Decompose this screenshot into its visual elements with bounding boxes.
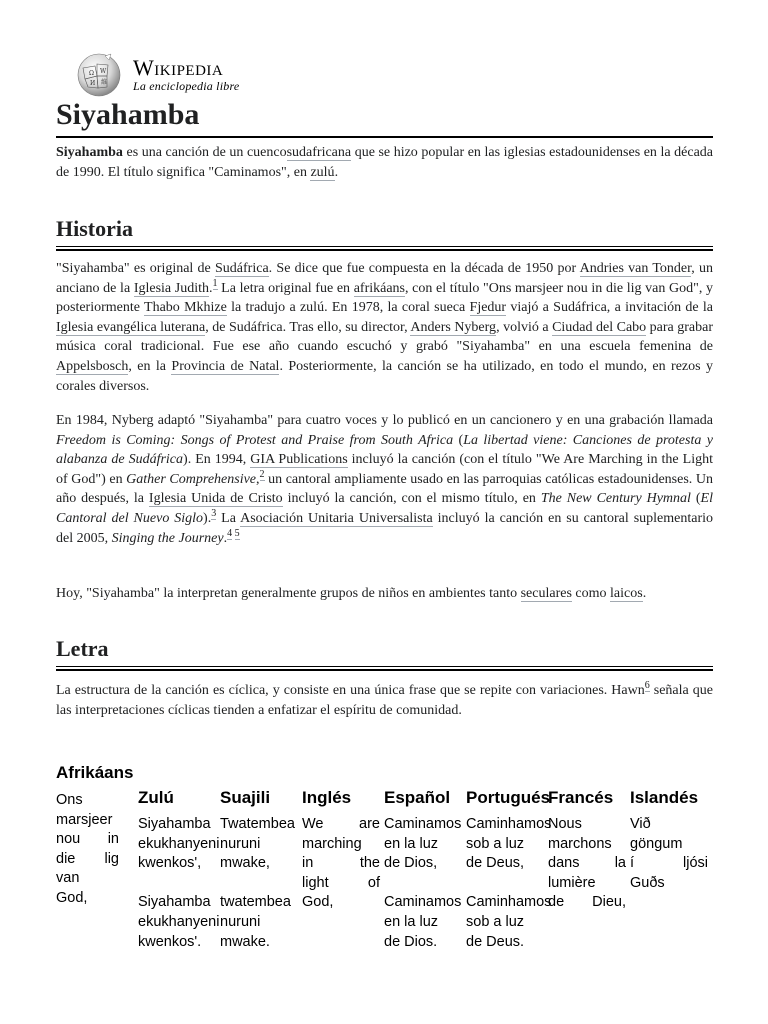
lyrics-word: lig — [104, 850, 119, 867]
wikipedia-logo[interactable] — [75, 52, 255, 98]
lyrics-word: die — [56, 850, 76, 867]
lyrics-word: the — [359, 855, 380, 872]
lyrics-line: sob a luz — [466, 913, 525, 930]
text: incluyó la canción (con el título "We Are Marching in the Light of God") en — [56, 452, 713, 487]
text: es una canción de un cuenco — [122, 145, 287, 160]
lyrics-word: de — [548, 894, 565, 911]
link-asociacion-unitaria-universalista[interactable]: Asociación Unitaria Universalista — [240, 510, 433, 526]
wikipedia-tagline: La enciclopedia libre — [133, 79, 240, 93]
page-title: Siyahamba — [56, 96, 713, 138]
lyrics-line: Siyahamba — [138, 894, 211, 911]
text: . — [642, 586, 647, 601]
lyrics-word: in — [302, 855, 314, 872]
lyrics-gap — [466, 874, 548, 894]
lyrics-column-6 — [548, 815, 630, 913]
lyrics-column-3 — [302, 815, 384, 913]
text: , — [256, 471, 260, 487]
italic-title: Freedom is Coming: Songs of Protest and Praise from South Africa — [56, 432, 454, 448]
link-sudafrica[interactable]: Sudáfrica — [215, 261, 269, 276]
text: La — [216, 510, 241, 526]
lyrics-header-7: Islandés — [630, 788, 699, 807]
text: , un anciano de la — [56, 261, 713, 296]
text: "Siyahamba" es original de — [56, 261, 216, 276]
reference-2[interactable]: 2 — [259, 469, 265, 481]
text: En 1984, Nyberg adaptó "Siyahamba" para cuatro voces y lo publicó en un cancionero y en una grabación llamada — [56, 413, 713, 428]
text: viajó a Sudáfrica, a invitación de la — [506, 300, 713, 316]
lyrics-word: light — [302, 874, 329, 891]
lyrics-gap — [384, 874, 466, 894]
lyrics-line: sob a luz — [466, 835, 525, 852]
text: incluyó la canción, con el mismo título, en — [282, 491, 541, 507]
link-zulu[interactable]: zulú — [310, 164, 335, 180]
lyrics-word: nou — [56, 831, 81, 848]
reference-3[interactable]: 3 — [211, 508, 217, 520]
lyrics-line: nuruni — [220, 913, 261, 930]
lyrics-line: God, — [302, 894, 334, 911]
reference-6[interactable]: 6 — [644, 680, 650, 692]
historia-paragraph-2 — [56, 411, 713, 548]
text: señala que las interpretaciones cíclicas tienden a enfatizar el espíritu de comunidad. — [56, 683, 713, 718]
svg-text:Ω: Ω — [89, 70, 94, 77]
lyrics-line — [548, 893, 626, 913]
lyrics-word: dans — [548, 855, 580, 872]
lyrics-line: God, — [56, 889, 88, 906]
lyrics-line: kwenkos'. — [138, 933, 202, 950]
lyrics-line: marsjeer — [56, 811, 113, 828]
lyrics-line: Nous — [548, 816, 582, 832]
lyrics-line — [302, 815, 380, 835]
lyrics-gap — [138, 874, 220, 894]
text: . Se dice que fue compuesta en la década de 1950 por — [268, 261, 580, 276]
text: , volvió a — [496, 319, 553, 335]
lyrics-word: of — [367, 874, 380, 891]
intro-paragraph — [56, 143, 713, 182]
link-iglesia-judith[interactable]: Iglesia Judith — [133, 280, 210, 296]
lyrics-line-justified — [56, 850, 119, 870]
text: como — [571, 586, 611, 601]
lyrics-line — [630, 854, 708, 874]
lyrics-column-2 — [220, 815, 302, 952]
link-ciudad-del-cabo[interactable]: Ciudad del Cabo — [552, 319, 647, 335]
text: ( — [453, 432, 464, 448]
text: La estructura de la canción es cíclica, y consiste en una única frase que se repite con variaciones. Hawn — [56, 683, 645, 698]
reference-4[interactable]: 4 — [227, 527, 233, 539]
lyrics-word: in — [107, 831, 119, 848]
lyrics-line — [548, 854, 626, 874]
lyrics-line: de Dios. — [384, 933, 438, 950]
lyrics-line — [302, 854, 380, 874]
intro-bold-title: Siyahamba — [56, 145, 123, 160]
text: para grabar música coral tradicional. Fue ese año cuando escuchó y grabó "Siyahamba" en una escuela femenina de — [56, 319, 714, 355]
svg-text:И: И — [90, 80, 96, 87]
lyrics-column-7 — [630, 815, 712, 893]
lyrics-header-3: Inglés — [302, 788, 352, 807]
lyrics-header-5: Portugués — [466, 788, 551, 807]
lyrics-line: Caminhamos — [466, 894, 552, 911]
letra-paragraph — [56, 681, 713, 720]
text: . Posteriormente, la canción se ha utilizado, en todo el mundo, en rezos y corales diversos. — [56, 358, 713, 394]
link-laicos[interactable]: laicos — [610, 586, 643, 601]
wikipedia-wordmark: Wikipedia — [133, 55, 224, 80]
lyrics-line: Caminamos — [384, 894, 462, 911]
lyrics-line: ekukhanyeni — [138, 835, 220, 852]
lyrics-line: de Deus. — [466, 933, 525, 950]
reference-1[interactable]: 1 — [212, 277, 218, 289]
lyrics-header-6: Francés — [548, 788, 614, 807]
lyrics-line: Guðs — [630, 874, 665, 891]
italic-title: The New Century Hymnal — [540, 491, 691, 507]
lyrics-line: göngum — [630, 835, 683, 852]
lyrics-line-justified — [56, 830, 119, 850]
lyrics-line: Caminamos — [384, 816, 462, 832]
italic-title: Gather Comprehensive — [126, 471, 257, 487]
link-iglesia-evangelica-luterana[interactable]: Iglesia evangélica luterana — [56, 319, 206, 335]
lyrics-line: Siyahamba — [138, 816, 211, 832]
link-appelsbosch[interactable]: Appelsbosch — [56, 358, 129, 374]
lyrics-line: de Deus, — [466, 855, 525, 872]
lyrics-gap — [220, 874, 302, 894]
section-heading-letra: Letra — [56, 634, 713, 667]
text: un cantoral ampliamente usado en las parroquias católicas estadounidenses. Un año después, la — [56, 471, 713, 507]
lyrics-line: twatembea — [220, 894, 291, 911]
lyrics-word: í — [630, 855, 635, 872]
lyrics-line: ekukhanyeni — [138, 913, 220, 930]
text: , con el título "Ons marsjeer nou in die lig van God", y posteriormente — [56, 280, 713, 316]
historia-paragraph-3 — [56, 584, 713, 604]
lyrics-line: en la luz — [384, 913, 439, 930]
lyrics-line: Við — [630, 816, 651, 832]
svg-text:W: W — [100, 68, 107, 75]
text: , en la — [128, 358, 172, 374]
lyrics-header-4: Español — [384, 788, 451, 807]
link-thabo-mkhize[interactable]: Thabo Mkhize — [144, 300, 227, 316]
section-heading-historia: Historia — [56, 214, 713, 247]
lyrics-line: marching — [302, 835, 362, 852]
lyrics-header-2: Suajili — [220, 788, 271, 807]
link-anders-nyberg[interactable]: Anders Nyberg — [410, 319, 497, 335]
text: . — [334, 164, 339, 180]
text: que se hizo popular en las iglesias estadounidenses en la década de 1990. El título significa "Caminamos", en — [56, 145, 714, 180]
lyrics-line: Ons — [56, 792, 83, 808]
reference-5[interactable]: 5 — [234, 527, 240, 539]
text: incluyó la canción en su cantoral suplementario del 2005, — [56, 510, 714, 546]
link-gia-publications[interactable]: GIA Publications — [250, 452, 348, 468]
italic-title: El Cantoral del Nuevo Siglo — [56, 491, 713, 526]
lyrics-line: marchons — [548, 835, 612, 852]
italic-title: Singing the Journey — [111, 530, 224, 546]
lyrics-line: Caminhamos — [466, 816, 552, 832]
lyrics-line: kwenkos', — [138, 855, 202, 872]
text: La letra original fue en — [217, 280, 354, 296]
historia-paragraph-1 — [56, 259, 713, 396]
lyrics-line: de Dios, — [384, 855, 438, 872]
wikipedia-globe-icon — [75, 52, 123, 98]
link-seculares[interactable]: seculares — [520, 586, 572, 601]
link-fjedur[interactable]: Fjedur — [469, 300, 507, 316]
link-provincia-de-natal[interactable]: Provincia de Natal — [171, 358, 280, 374]
text: , de Sudáfrica. Tras ello, su director, — [205, 319, 411, 335]
lyrics-word: are — [359, 816, 380, 832]
link-andries-van-tonder[interactable]: Andries van Tonder — [579, 261, 692, 276]
lyrics-column-5 — [466, 815, 552, 952]
lyrics-column-afrikaans — [56, 791, 119, 909]
lyrics-line — [302, 874, 380, 894]
lyrics-line: van — [56, 870, 80, 887]
link-sudafricana[interactable]: sudafricana — [286, 145, 352, 160]
lyrics-header-afrikaans: Afrikáans — [56, 763, 134, 782]
lyrics-line: mwake, — [220, 855, 270, 872]
text: . — [209, 280, 213, 296]
lyrics-word: We — [302, 816, 324, 832]
lyrics-line: lumière — [548, 874, 596, 891]
svg-text:維: 維 — [101, 79, 108, 86]
text: la tradujo a zulú. En 1978, la coral sueca — [226, 300, 470, 316]
lyrics-line: mwake. — [220, 933, 270, 950]
link-iglesia-unida-de-cristo[interactable]: Iglesia Unida de Cristo — [148, 491, 283, 507]
lyrics-word: la — [614, 855, 626, 872]
italic-title: La libertad viene: Canciones de protesta y alabanza de Sudáfrica — [56, 432, 714, 468]
text: . — [223, 530, 228, 546]
lyrics-column-4 — [384, 815, 466, 952]
text: Hoy, "Siyahamba" la interpretan generalmente grupos de niños en ambientes tanto — [56, 586, 521, 601]
lyrics-header-1: Zulú — [138, 788, 174, 807]
lyrics-line: nuruni — [220, 835, 261, 852]
lyrics-line: Twatembea — [220, 816, 295, 832]
lyrics-column-1 — [138, 815, 220, 952]
text: ). — [203, 510, 212, 526]
link-afrikaans[interactable]: afrikáans — [353, 280, 406, 296]
lyrics-line: en la luz — [384, 835, 439, 852]
text: ). En 1994, — [183, 452, 251, 468]
lyrics-word: ljósi — [683, 855, 708, 872]
text: ( — [690, 491, 701, 507]
lyrics-word: Dieu, — [592, 894, 626, 911]
